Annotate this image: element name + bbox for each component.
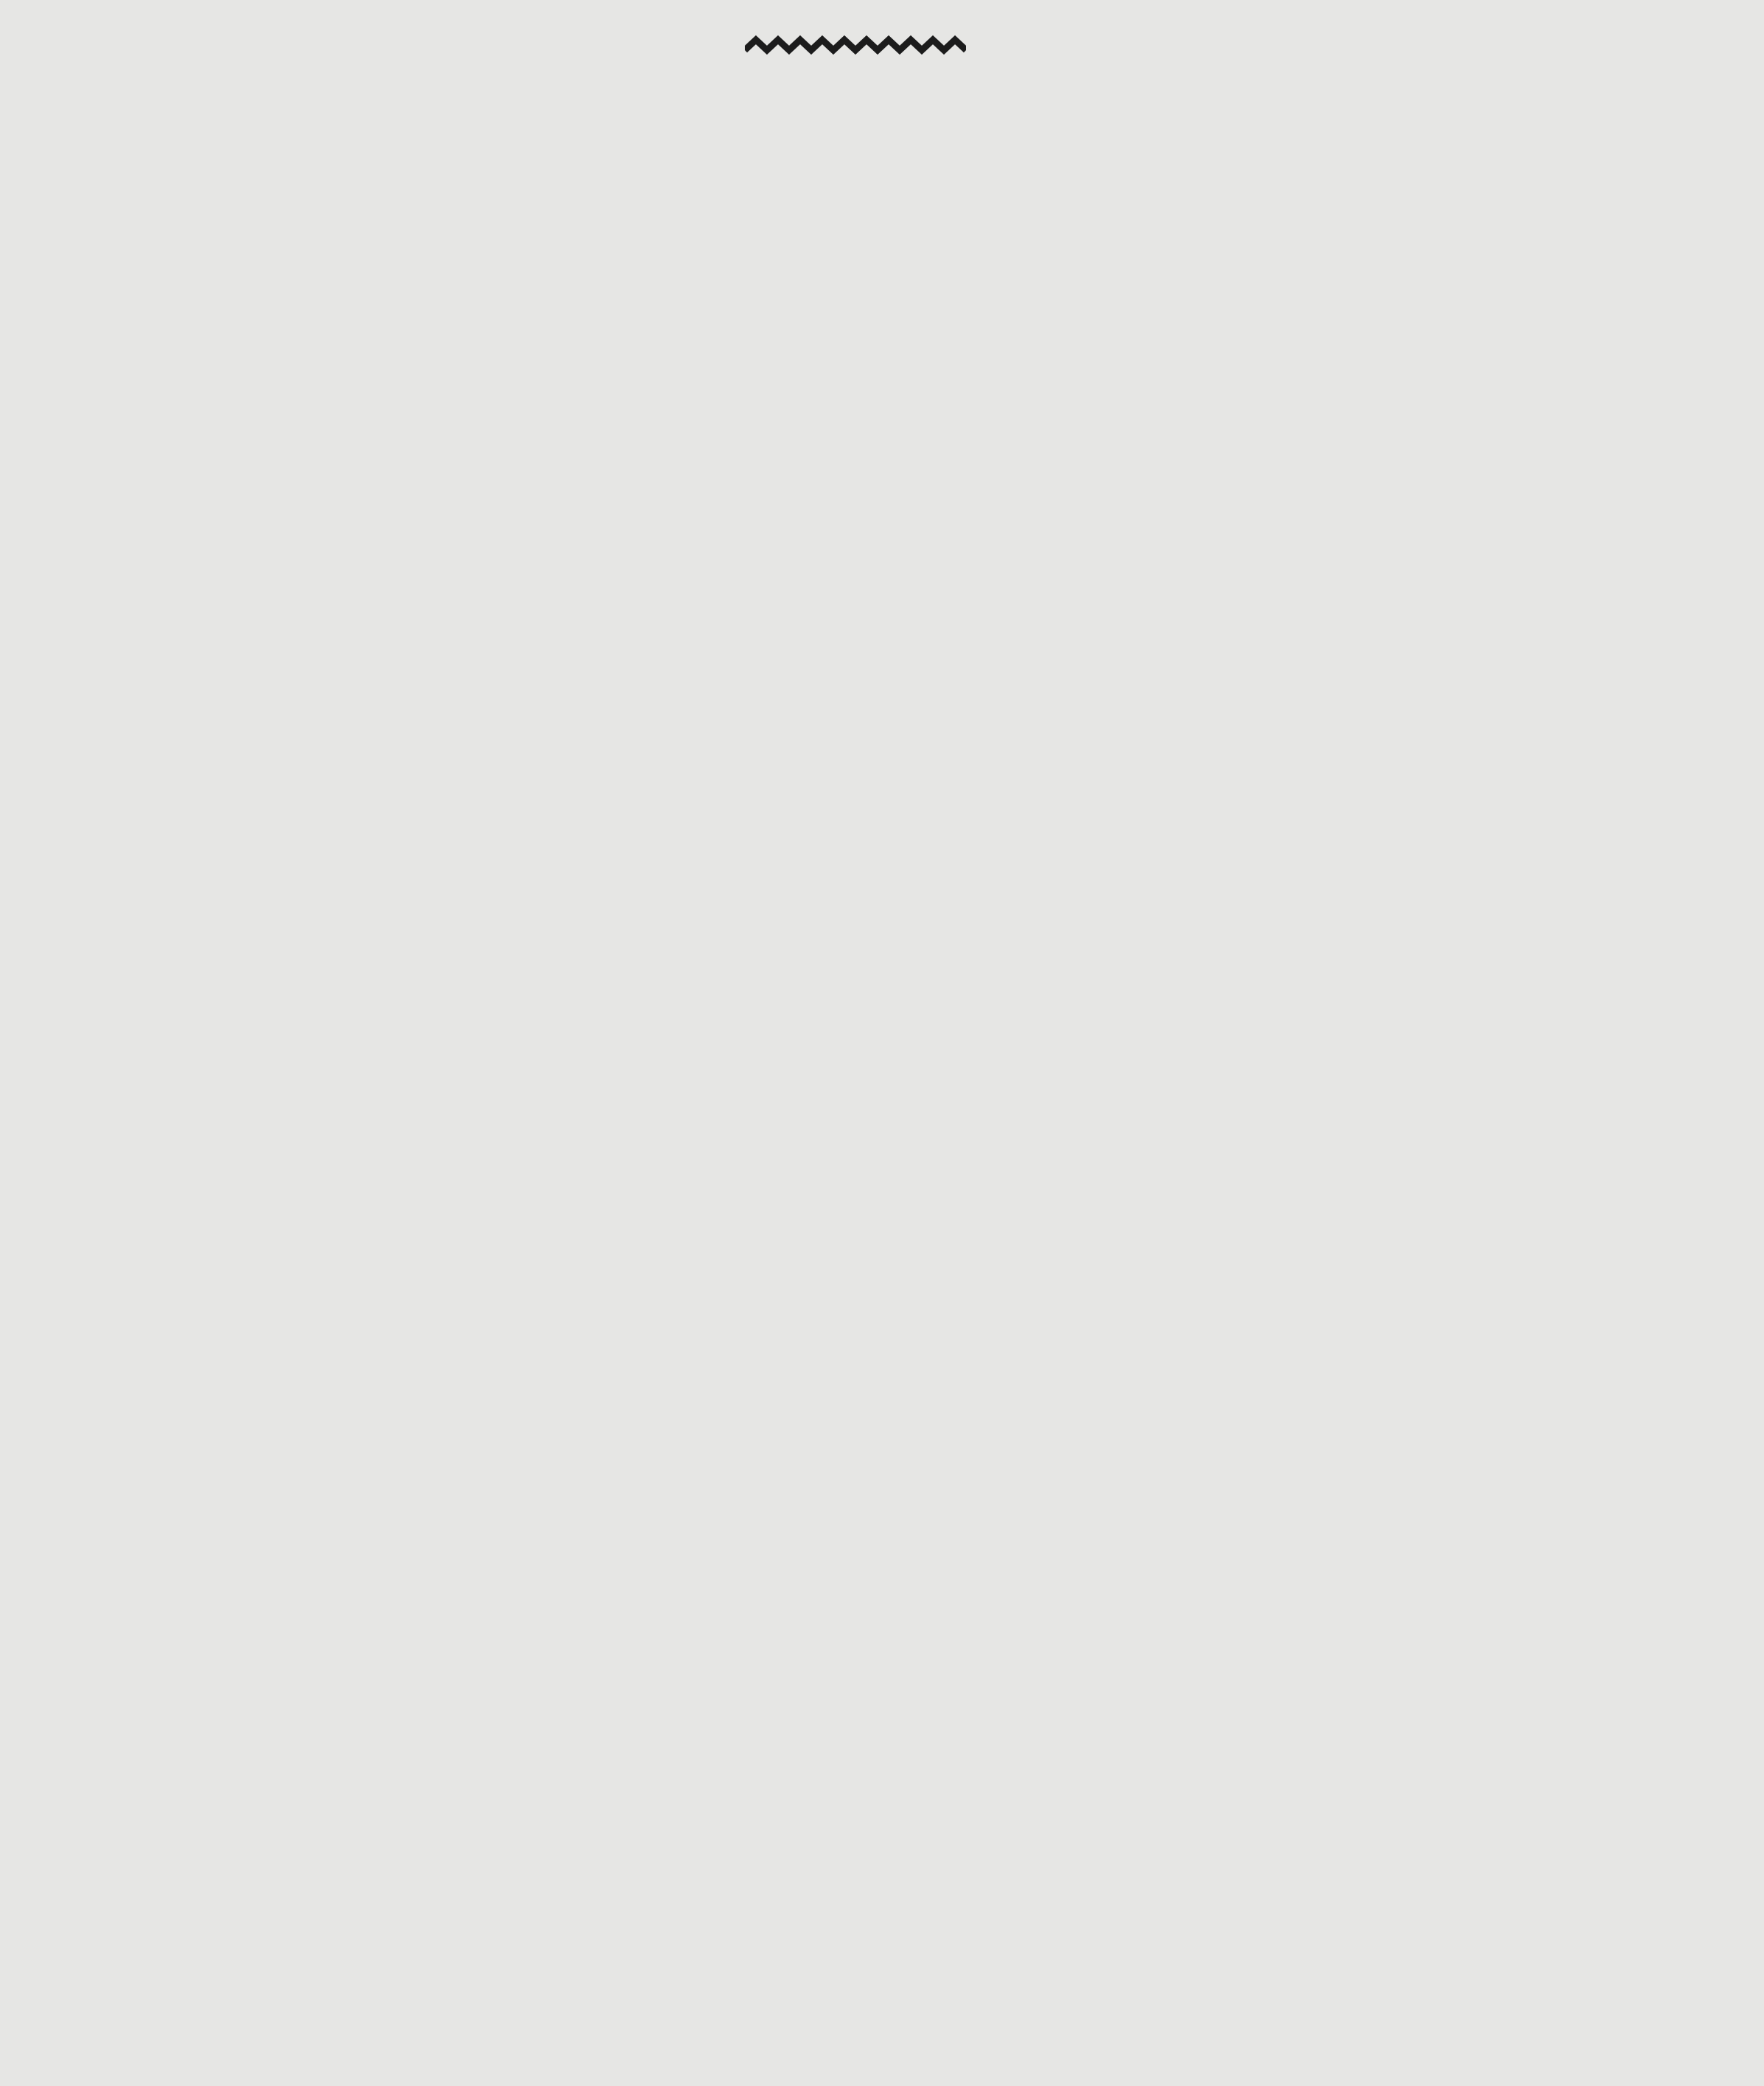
ornament-zigzag [745,29,966,59]
